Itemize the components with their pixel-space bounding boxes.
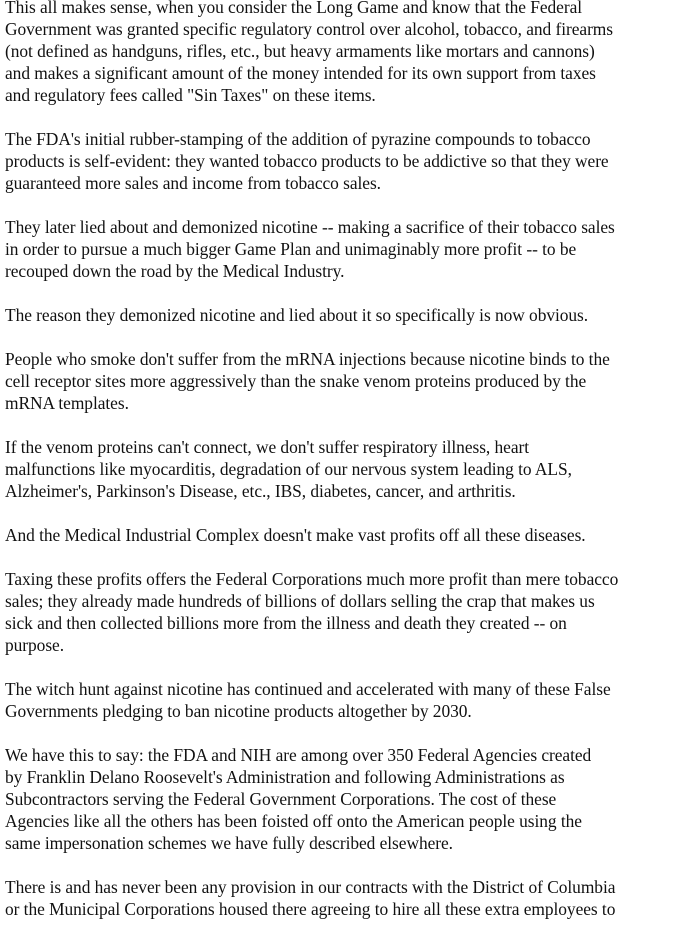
text-line: sick and then collected billions more from the illness and death they created -- on	[5, 613, 567, 633]
paragraph-demonized-nicotine	[5, 216, 687, 282]
paragraph-contracts	[5, 876, 687, 920]
text-line: And the Medical Industrial Complex doesn't make vast profits off all these diseases.	[5, 525, 586, 545]
paragraph-fda-pyrazine	[5, 128, 687, 194]
text-line: products is self-evident: they wanted tobacco products to be addictive so that they were	[5, 151, 609, 171]
text-line: purpose.	[5, 635, 65, 655]
text-line: cell receptor sites more aggressively than the snake venom proteins produced by the	[5, 371, 587, 391]
text-line: Taxing these profits offers the Federal Corporations much more profit than mere tobacco	[5, 569, 619, 589]
text-line: guaranteed more sales and income from tobacco sales.	[5, 173, 381, 193]
text-line: mRNA templates.	[5, 393, 129, 413]
text-line: and makes a significant amount of the money intended for its own support from taxes	[5, 63, 596, 83]
text-line: This all makes sense, when you consider the Long Game and know that the Federal	[5, 0, 583, 17]
text-line: They later lied about and demonized nicotine -- making a sacrifice of their tobacco sales	[5, 217, 615, 237]
paragraph-smokers	[5, 348, 687, 414]
paragraph-witch-hunt	[5, 678, 687, 722]
text-line: The reason they demonized nicotine and lied about it so specifically is now obvious.	[5, 305, 589, 325]
text-line: The witch hunt against nicotine has continued and accelerated with many of these False	[5, 679, 611, 699]
paragraph-venom-proteins	[5, 436, 687, 502]
paragraph-reason	[5, 304, 687, 326]
text-line: Agencies like all the others has been foisted off onto the American people using the	[5, 811, 582, 831]
text-line: Alzheimer's, Parkinson's Disease, etc., IBS, diabetes, cancer, and arthritis.	[5, 481, 516, 501]
paragraph-medical-complex	[5, 524, 687, 546]
paragraph-federal-agencies	[5, 744, 687, 854]
text-line: (not defined as handguns, rifles, etc., but heavy armaments like mortars and cannons)	[5, 41, 595, 61]
paragraph-taxing-profits	[5, 568, 687, 656]
text-line: malfunctions like myocarditis, degradation of our nervous system leading to ALS,	[5, 459, 572, 479]
text-line: Subcontractors serving the Federal Government Corporations. The cost of these	[5, 789, 557, 809]
text-line: or the Municipal Corporations housed there agreeing to hire all these extra employees to	[5, 899, 616, 919]
text-line: We have this to say: the FDA and NIH are among over 350 Federal Agencies created	[5, 745, 592, 765]
text-line: in order to pursue a much bigger Game Plan and unimaginably more profit -- to be	[5, 239, 577, 259]
text-line: The FDA's initial rubber-stamping of the addition of pyrazine compounds to tobacco	[5, 129, 591, 149]
text-line: sales; they already made hundreds of billions of dollars selling the crap that makes us	[5, 591, 595, 611]
text-line: by Franklin Delano Roosevelt's Administration and following Administrations as	[5, 767, 565, 787]
text-line: People who smoke don't suffer from the mRNA injections because nicotine binds to the	[5, 349, 610, 369]
text-line: same impersonation schemes we have fully described elsewhere.	[5, 833, 453, 853]
text-line: Government was granted specific regulatory control over alcohol, tobacco, and firearms	[5, 19, 613, 39]
text-line: and regulatory fees called "Sin Taxes" on these items.	[5, 85, 376, 105]
document-body	[5, 0, 687, 942]
paragraph-long-game	[5, 0, 687, 106]
text-line: If the venom proteins can't connect, we don't suffer respiratory illness, heart	[5, 437, 530, 457]
text-line: Governments pledging to ban nicotine products altogether by 2030.	[5, 701, 472, 721]
text-line: There is and has never been any provision in our contracts with the District of Columbia	[5, 877, 616, 897]
text-line: recouped down the road by the Medical Industry.	[5, 261, 345, 281]
